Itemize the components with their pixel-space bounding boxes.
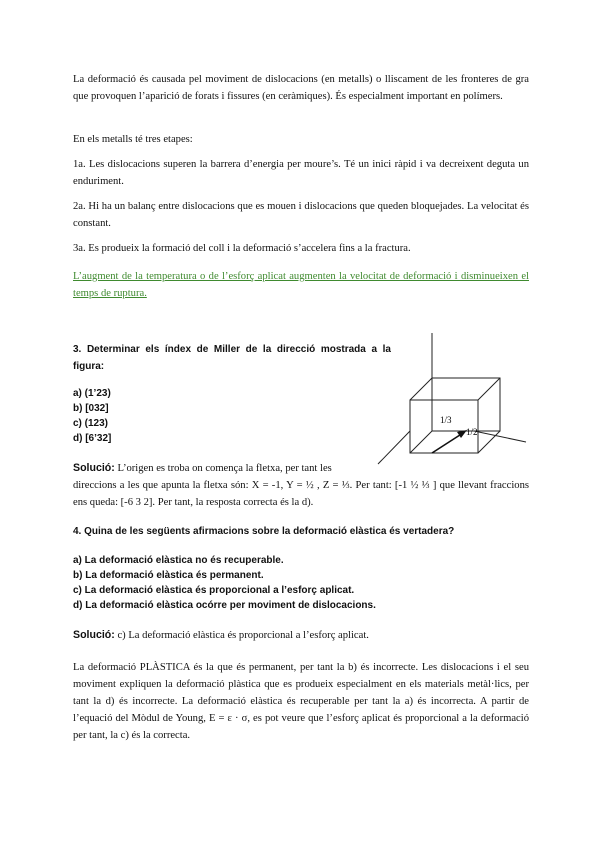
q4-title: 4. Quina de les següents afirmacions sobre la deformació elàstica és vertadera? [73, 526, 455, 537]
q4-explanation: La deformació PLÀSTICA és la que és permanent, per tant la b) és incorrecte. Les dislocacions i el seu moviment expliquen la deformació plàstica que es produeix especialment en els materials metàl·lics, per tant la d) és incorrecte. La deformació elàstica és recuperable per tant la a) és incorrecta. A partir de l’equació del Mòdul de Young, E = ε · σ, es pot veure que l’esforç aplicat és proporcional a la deformació per tant, la c) és la correcta. [73, 662, 529, 741]
q3-title: 3. Determinar els índex de Miller de la direcció mostrada a la figura: [73, 344, 391, 372]
q4-solution [73, 627, 529, 644]
highlight-note: L’augment de la temperatura o de l’esforç aplicat augmenten la velocitat de deformació i disminueixen el temps de ruptura. [73, 271, 529, 299]
q3-option: c) (123) [73, 418, 109, 429]
q3-option: a) (1’23) [73, 388, 111, 399]
q3-solution-start: L’origen es troba on comença la fletxa, per tant les [117, 463, 332, 474]
stage-2: 2a. Hi ha un balanç entre dislocacions que es mouen i dislocacions que queden bloquejades. La velocitat és constant. [73, 201, 529, 229]
q4-solution-text: c) La deformació elàstica és proporcional a l’esforç aplicat. [117, 630, 369, 641]
stages-intro: En els metalls té tres etapes: [73, 134, 193, 145]
y-axis [474, 431, 526, 442]
q3-solution-label: Solució: [73, 462, 115, 474]
q4-option: c) La deformació elàstica és proporcional a l’esforç aplicat. [73, 585, 355, 596]
q4-option: a) La deformació elàstica no és recuperable. [73, 555, 284, 566]
label-z: 1/3 [440, 415, 452, 425]
x-axis [378, 431, 410, 464]
q3-options [73, 386, 111, 446]
q4-solution-label: Solució: [73, 629, 115, 641]
q4-option: b) La deformació elàstica és permanent. [73, 570, 264, 581]
miller-direction-figure [370, 330, 530, 472]
direction-arrow [432, 433, 463, 453]
q3-solution-rest: direccions a les que apunta la fletxa són: X = -1, Y = ½ , Z = ⅓. Per tant: [-1 ½ ⅓ ] que llevant fraccions ens queda: [-6 3 2]. Per tant, la resposta correcta és la d). [73, 480, 529, 508]
q4-option: d) La deformació elàstica ocórre per moviment de dislocacions. [73, 600, 376, 611]
q3-option: b) [032] [73, 403, 109, 414]
stage-3: 3a. Es produeix la formació del coll i la deformació s’accelera fins a la fractura. [73, 243, 411, 254]
intro-paragraph: La deformació és causada pel moviment de dislocacions (en metalls) o lliscament de les fronteres de gra que provoquen l’aparició de forats i fissures (en ceràmiques). És especialment important en polímers. [73, 74, 529, 102]
label-y: 1/2 [466, 427, 478, 437]
stage-1: 1a. Les dislocacions superen la barrera d’energia per moure’s. Té un inici ràpid i va decreixent deguta un enduriment. [73, 159, 529, 187]
q3-solution-line [73, 460, 373, 477]
q4-options [73, 553, 376, 613]
q3-option: d) [6’32] [73, 433, 112, 444]
